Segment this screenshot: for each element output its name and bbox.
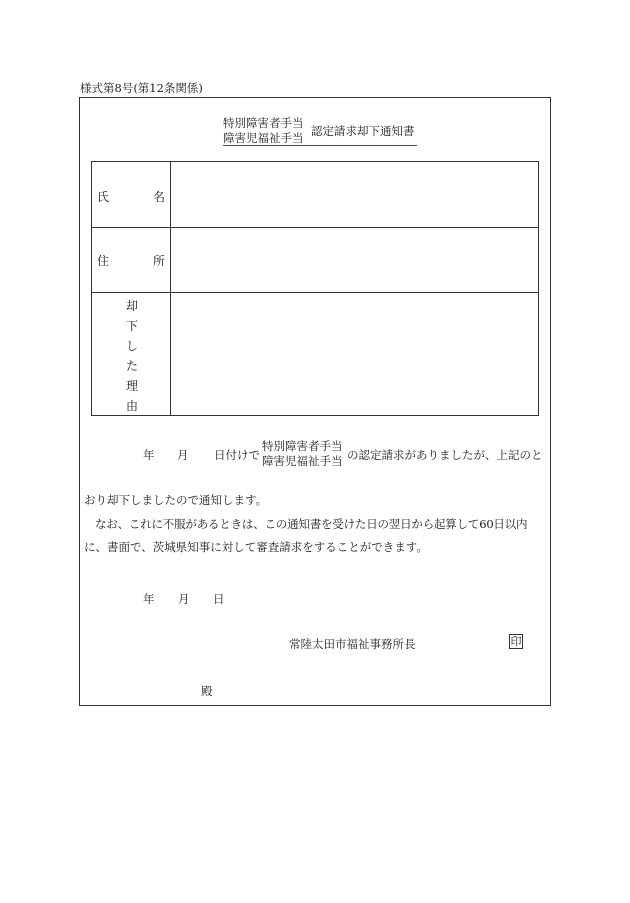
title-allowance-1: 特別障害者手当	[223, 116, 304, 130]
body-line3: なお、これに不服があるときは、この通知書を受けた日の翌日から起算して60日以内	[95, 517, 528, 531]
address-field[interactable]	[172, 229, 536, 290]
date-year: 年	[143, 592, 155, 606]
rejection-reason-field[interactable]	[172, 294, 536, 414]
address-label-2: 所	[153, 254, 166, 268]
title-allowance-stack	[223, 116, 304, 146]
table-row-divider	[91, 292, 539, 293]
address-label-1: 住	[97, 254, 110, 268]
date-month: 月	[178, 592, 190, 606]
seal-mark: 印	[510, 635, 522, 648]
name-label-2: 名	[153, 190, 166, 204]
body-allowance-2: 障害児福祉手当	[262, 454, 343, 468]
body-year: 年	[143, 448, 155, 462]
body-month: 月	[177, 448, 189, 462]
addressee-suffix: 殿	[201, 684, 213, 698]
issuer-name: 常陸太田市福祉事務所長	[289, 637, 416, 651]
date-day: 日	[213, 592, 225, 606]
body-allowance-1: 特別障害者手当	[262, 439, 343, 453]
body-line4: に、書面で、茨城県知事に対して審査請求をすることができます。	[84, 540, 428, 554]
body-date-suffix: 日付けで	[214, 448, 260, 462]
body-allowance-stack	[262, 439, 343, 469]
title-underline	[223, 145, 417, 146]
body-line2: おり却下しましたので通知します。	[84, 493, 268, 507]
form-number: 様式第8号(第12条関係)	[80, 81, 203, 95]
rejection-reason-label: 却 下 し た 理 由	[125, 299, 138, 413]
title-allowance-2: 障害児福祉手当	[223, 131, 304, 145]
body-line1-tail: の認定請求がありましたが、上記のと	[347, 448, 543, 462]
document-title: 認定請求却下通知書	[311, 124, 415, 138]
table-column-divider	[170, 161, 171, 416]
name-label-1: 氏	[97, 190, 110, 204]
table-row-divider	[91, 227, 539, 228]
name-field[interactable]	[172, 163, 536, 225]
